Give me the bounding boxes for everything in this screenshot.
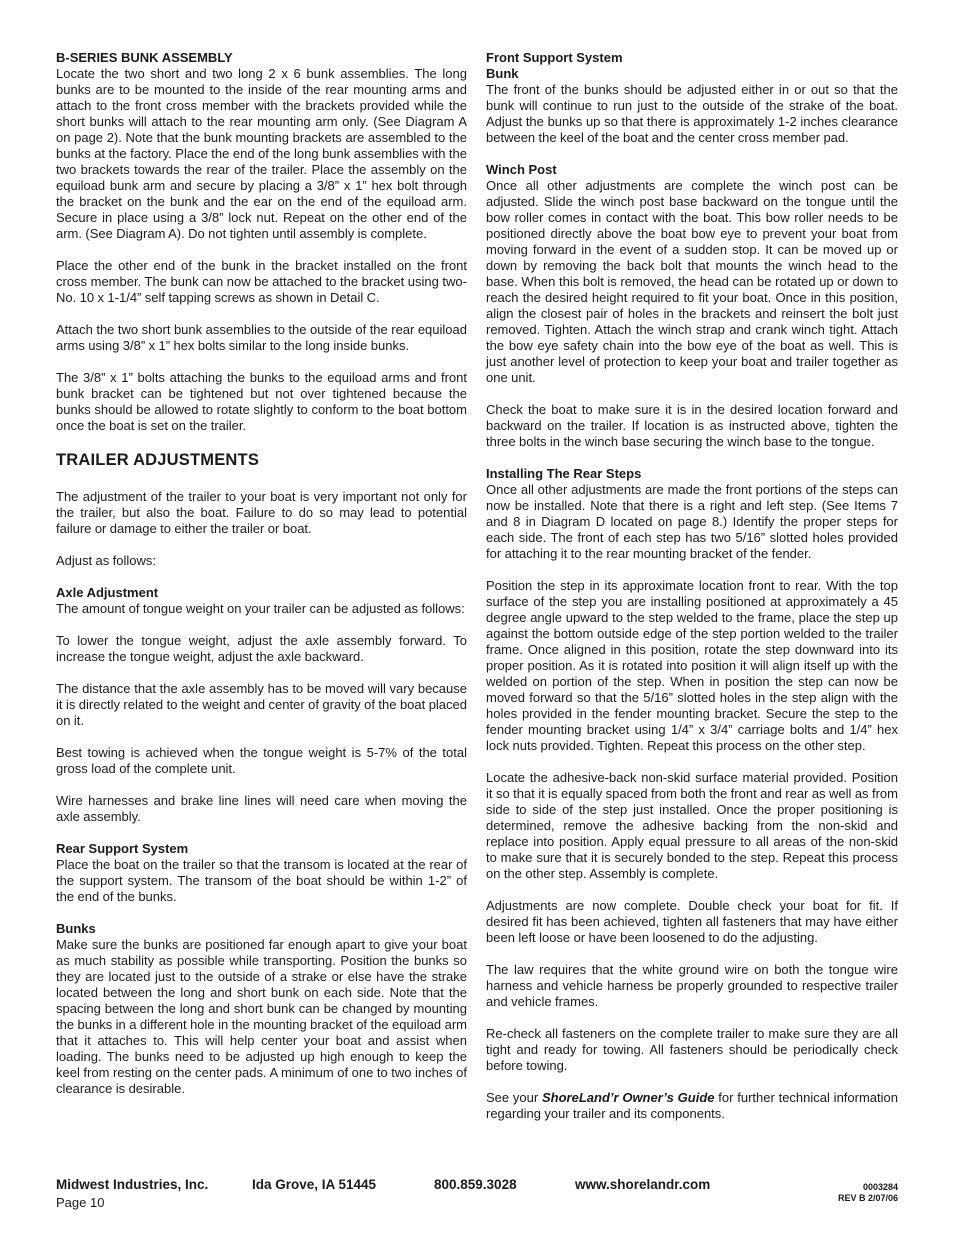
left-column bbox=[56, 50, 467, 1113]
footer-phone: 800.859.3028 bbox=[434, 1177, 517, 1192]
winch-paragraph-2: Check the boat to make sure it is in the desired location forward and backward on the trailer. If location is as instructed above, tighten the three bolts in the winch base securing the winch base to the tongue. bbox=[486, 402, 898, 449]
footer-company: Midwest Industries, Inc. bbox=[56, 1177, 209, 1192]
bunk-heading: Bunk bbox=[486, 66, 519, 81]
axle-paragraph-4: Best towing is achieved when the tongue weight is 5-7% of the total gross load of the complete unit. bbox=[56, 745, 467, 776]
front-support-heading: Front Support System bbox=[486, 50, 623, 65]
footer-doc-number: 0003284 bbox=[862, 1182, 898, 1192]
bseries-paragraph-3: Attach the two short bunk assemblies to the outside of the rear equiload arms using 3/8” x 1” hex bolts similar to the long inside bunks. bbox=[56, 322, 467, 353]
owners-guide-title: ShoreLand’r Owner’s Guide bbox=[541, 1090, 715, 1105]
rear-support-heading: Rear Support System bbox=[56, 841, 189, 856]
footer-revision: REV B 2/07/06 bbox=[837, 1193, 898, 1203]
axle-paragraph-1: The amount of tongue weight on your trailer can be adjusted as follows: bbox=[56, 601, 465, 616]
axle-heading: Axle Adjustment bbox=[56, 585, 159, 600]
axle-paragraph-5: Wire harnesses and brake line lines will need care when moving the axle assembly. bbox=[56, 793, 467, 824]
bunk-paragraph: The front of the bunks should be adjusted either in or out so that the bunk will continue to run just to the outside of the strake of the boat. Adjust the bunks up so that there is approximately 1-2 inches clearance between the keel of the boat and the center cross member pad. bbox=[486, 82, 898, 145]
owners-guide-post: for further technical information regarding your trailer and its components. bbox=[486, 1090, 898, 1121]
steps-paragraph-2: Position the step in its approximate location front to rear. With the top surface of the step you are installing positioned at approximately a 45 degree angle upward to the step welded to the frame, place the step up against the bottom outside edge of the step portion welded to the trailer frame. Once aligned in this position, rotate the step downward into its proper position. As it is rotated into position it will align itself up with the welded on portion of the step. When in position the step can now be moved forward so that the 5/16” slotted holes in the step align with the holes provided in the fender mounting bracket. Secure the step to the fender mounting bracket using 1/4” x 3/4” carriage bolts and 1/4” hex lock nuts provided. Tighten. Repeat this process on the other step. bbox=[486, 578, 898, 753]
bunks-paragraph: Make sure the bunks are positioned far enough apart to give your boat as much stability as possible while transporting. Position the bunks so they are located just to the outside of a strake or else have the strake located between the long and short bunk on each side. Note that the spacing between the long and short bunk can be changed by mounting the bunks in a different hole in the mounting bracket of the equiload arm that it attaches to. This will help center your boat and assist when loading. The bunks need to be adjusted up high enough to keep the keel from resting on the center pads. A minimum of one to two inches of clearance is desirable. bbox=[56, 937, 467, 1096]
steps-paragraph-6: Re-check all fasteners on the complete trailer to make sure they are all tight and ready for towing. All fasteners should be periodically check before towing. bbox=[486, 1026, 898, 1073]
bseries-paragraph-2: Place the other end of the bunk in the bracket installed on the front cross member. The bunk can now be attached to the bracket using two- No. 10 x 1-1/4” self tapping screws as shown in Detail C. bbox=[56, 258, 467, 305]
steps-paragraph-1: Once all other adjustments are made the front portions of the steps can now be installed. Note that there is a right and left step. (See Items 7 and 8 in Diagram D located on page 8.) Identify the proper steps for each side. The front of each step has two 5/16” slotted holes provided for attaching it to the rear mounting bracket of the fender. bbox=[486, 482, 898, 561]
owners-guide-pre: See your bbox=[486, 1090, 542, 1105]
bseries-heading: B-SERIES BUNK ASSEMBLY bbox=[56, 50, 233, 65]
axle-paragraph-3: The distance that the axle assembly has to be moved will vary because it is directly related to the weight and center of gravity of the boat placed on it. bbox=[56, 681, 467, 728]
page-footer bbox=[56, 1176, 898, 1216]
trailer-paragraph-1: The adjustment of the trailer to your boat is very important not only for the trailer, but also the boat. Failure to do so may lead to potential failure or damage to either the trailer or boat. bbox=[56, 489, 467, 536]
winch-post-heading: Winch Post bbox=[486, 162, 557, 177]
footer-city: Ida Grove, IA 51445 bbox=[252, 1177, 377, 1192]
bunks-heading: Bunks bbox=[56, 921, 96, 936]
steps-paragraph-3: Locate the adhesive-back non-skid surface material provided. Position it so that it is equally spaced from both the front and rear as well as from side to side of the step just installed. Once the proper positioning is determined, remove the adhesive backing from the non-skid and replace into position. Apply equal pressure to all areas of the non-skid to make sure that it is securely bonded to the step. Repeat this process on the other step. Assembly is complete. bbox=[486, 770, 898, 881]
bseries-paragraph-1: Locate the two short and two long 2 x 6 bunk assemblies. The long bunks are to be mounted to the inside of the rear mounting arms and attach to the front cross member with the brackets provided while the short bunks will attach to the rear mounting arm only. (See Diagram A on page 2). Note that the bunk mounting brackets are assembled to the bunks at the factory. Place the end of the long bunk assemblies with the two brackets towards the rear of the trailer. Place the assembly on the equiload bunk arm and secure by placing a 3/8” x 1” hex bolt through the bracket on the bunk and the ear on the end of the equiload arm. Secure in place using a 3/8” lock nut. Repeat on the other end of the arm. (See Diagram A). Do not tighten until assembly is complete. bbox=[56, 66, 467, 241]
trailer-adjustments-heading: TRAILER ADJUSTMENTS bbox=[56, 451, 260, 469]
footer-page-number: Page 10 bbox=[56, 1195, 105, 1210]
owners-guide-paragraph bbox=[486, 1090, 898, 1122]
bseries-paragraph-4: The 3/8” x 1” bolts attaching the bunks to the equiload arms and front bunk bracket can be tightened but not over tightened because the bunks should be allowed to rotate slightly to conform to the boat bottom once the boat is set on the trailer. bbox=[56, 370, 467, 433]
rear-support-paragraph: Place the boat on the trailer so that the transom is located at the rear of the support system. The transom of the boat should be within 1-2” of the end of the bunks. bbox=[56, 857, 467, 904]
footer-doc-code bbox=[838, 1182, 898, 1204]
steps-paragraph-5: The law requires that the white ground wire on both the tongue wire harness and vehicle harness be properly grounded to respective trailer and vehicle frames. bbox=[486, 962, 898, 1009]
right-column bbox=[486, 50, 898, 1138]
rear-steps-heading: Installing The Rear Steps bbox=[486, 466, 642, 481]
axle-paragraph-2: To lower the tongue weight, adjust the axle assembly forward. To increase the tongue weight, adjust the axle backward. bbox=[56, 633, 467, 664]
footer-website: www.shorelandr.com bbox=[575, 1177, 711, 1192]
winch-paragraph-1: Once all other adjustments are complete the winch post can be adjusted. Slide the winch post base backward on the tongue until the bow roller comes in contact with the boat. This bow roller needs to be positioned directly above the boat bow eye to prevent your boat from moving forward in the event of a sudden stop. It can be moved up or down by removing the back bolt that mounts the winch head to the base. When this bolt is removed, the head can be rotated up or down to reach the desired height required to fit your boat. Once in this position, align the closest pair of holes in the brackets and reinsert the bolt just removed. Tighten. Attach the winch strap and crank winch tight. Attach the bow eye safety chain into the bow eye of the boat as well. This is just another level of protection to keep your boat and trailer together as one unit. bbox=[486, 178, 898, 385]
steps-paragraph-4: Adjustments are now complete. Double check your boat for fit. If desired fit has been achieved, tighten all fasteners that may have either been left loose or have been loosened to do the adjusting. bbox=[486, 898, 898, 945]
trailer-paragraph-2: Adjust as follows: bbox=[56, 553, 157, 568]
